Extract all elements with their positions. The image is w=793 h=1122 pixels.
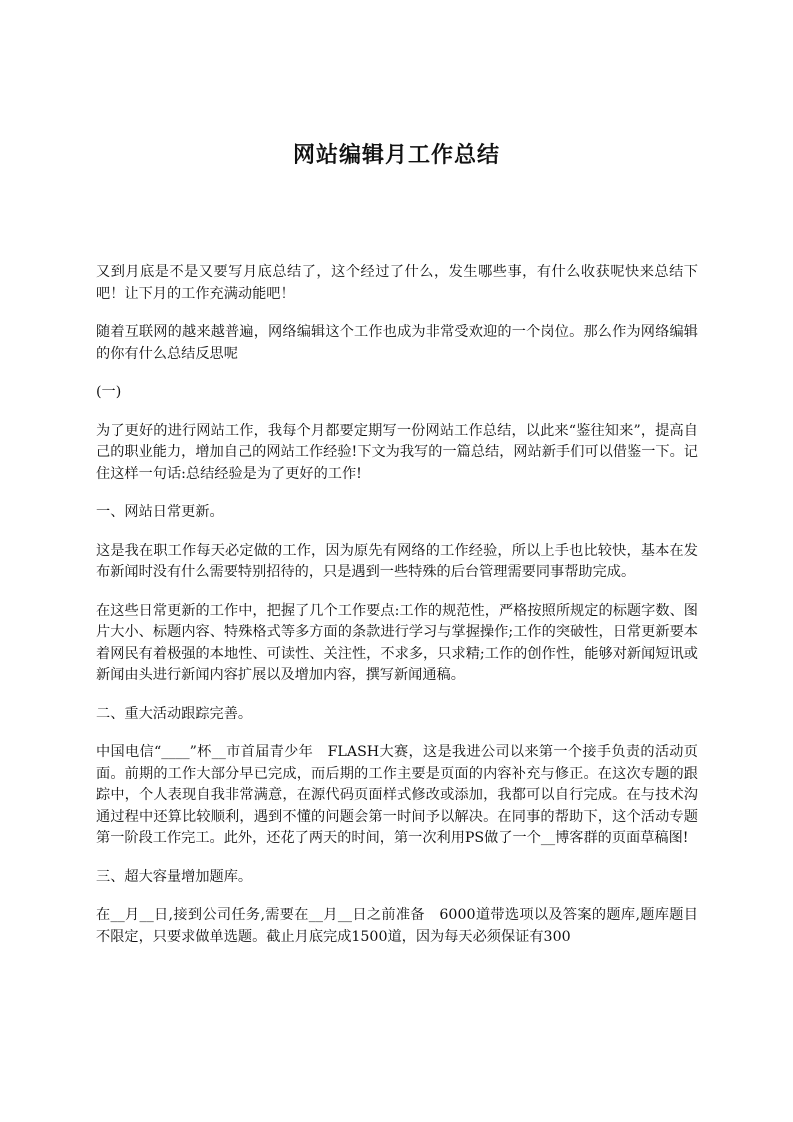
paragraph-daily-work: 这是我在职工作每天必定做的工作，因为原先有网络的工作经验，所以上手也比较快，基本在发布新闻时没有什么需要特别招待的，只是遇到一些特殊的后台管理需要同事帮助完成。: [96, 542, 698, 580]
document-title: 网站编辑月工作总结: [292, 143, 500, 168]
paragraph-background: 随着互联网的越来越普遍，网络编辑这个工作也成为非常受欢迎的一个岗位。那么作为网络编辑的你有什么总结反思呢: [96, 324, 698, 362]
paragraph-intro: 又到月底是不是又要写月底总结了，这个经过了什么，发生哪些事，有什么收获呢快来总结下吧！让下月的工作充满动能吧！: [96, 264, 698, 302]
paragraph-key-points: 在这些日常更新的工作中，把握了几个工作要点:工作的规范性，严格按照所规定的标题字数、图片大小、标题内容、特殊格式等多方面的条款进行学习与掌握操作;工作的突破性，日常更新要本着网民有着极强的本地性、可读性、关注性，不求多，只求精;工作的创作性，能够对新闻短讯或新闻由头进行新闻内容扩展以及增加内容，撰写新闻通稿。: [96, 602, 698, 683]
document-body: [96, 262, 698, 965]
section-marker: (一): [96, 384, 122, 400]
heading-major-events: 二、重大活动跟踪完善。: [96, 705, 253, 722]
paragraph-purpose: 为了更好的进行网站工作，我每个月都要定期写一份网站工作总结，以此来“鉴往知来”，提高自己的职业能力，增加自己的网站工作经验!下文为我写的一篇总结，网站新手们可以借鉴一下。记住这样一句话:总结经验是为了更好的工作!: [96, 422, 698, 482]
paragraph-question-bank: 在__月__日,接到公司任务,需要在__月__日之前准备 6000道带选项以及答案的题库,题库题目不限定，只要求做单选题。截止月底完成1500道，因为每天必须保证有300: [96, 907, 698, 945]
heading-daily-update: 一、网站日常更新。: [96, 504, 224, 520]
heading-question-bank: 三、超大容量增加题库。: [96, 868, 253, 885]
paragraph-flash-contest: 中国电信“____”杯__市首届青少年 FLASH大赛，这是我进公司以来第一个接手负责的活动页面。前期的工作大部分早已完成，而后期的工作主要是页面的内容补充与修正。在这次专题的跟踪中，个人表现自我非常满意，在源代码页面样式修改或添加，我都可以自行完成。在与技术沟通过程中还算比较顺利，遇到不懂的问题会第一时间予以解决。在同事的帮助下，这个活动专题第一阶段工作完工。此外，还花了两天的时间，第一次利用PS做了一个__博客群的页面草稿图!: [96, 744, 698, 846]
